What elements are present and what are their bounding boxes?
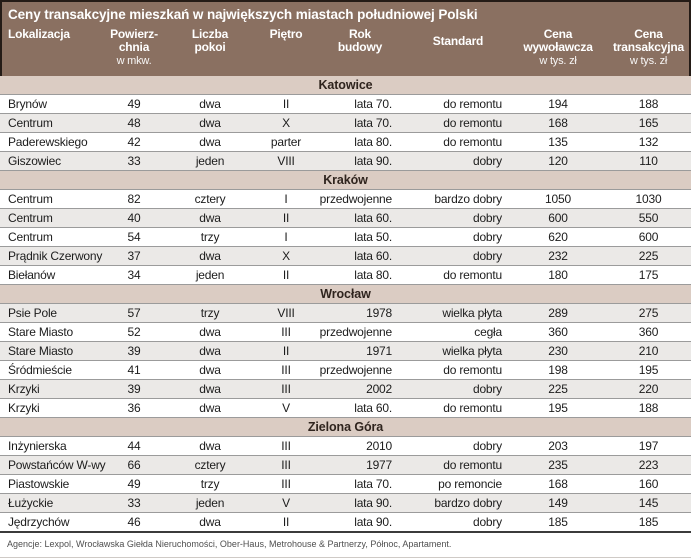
table-row [0, 247, 691, 266]
cell-standard: cegła [474, 325, 502, 339]
cell-liczba-pokoi: dwa [199, 363, 221, 377]
column-header-lokalizacja [0, 28, 106, 76]
table-row [0, 209, 691, 228]
table-row [0, 304, 691, 323]
cell-cena-wywolawcza: 600 [548, 211, 568, 225]
cell-powierzchnia: 52 [127, 325, 141, 339]
table-row [0, 399, 691, 418]
cell-rok-budowy: lata 70. [354, 97, 392, 111]
cell-liczba-pokoi: trzy [200, 306, 220, 320]
cell-cena-wywolawcza: 620 [548, 230, 568, 244]
cell-cena-wywolawcza: 203 [548, 439, 568, 453]
table-row [0, 342, 691, 361]
cell-standard: dobry [472, 211, 502, 225]
cell-rok-budowy: 1978 [366, 306, 392, 320]
cell-pietro: X [282, 116, 290, 130]
cell-cena-wywolawcza: 168 [548, 477, 568, 491]
table-title: Ceny transakcyjne mieszkań w największych miastach południowej Polski [8, 7, 478, 22]
table-row [0, 228, 691, 247]
cell-lokalizacja: Prądnik Czerwony [8, 249, 103, 263]
cell-standard: po remoncie [438, 477, 502, 491]
section-header: Katowice [0, 76, 691, 95]
cell-cena-transakcyjna: 210 [638, 344, 659, 358]
cell-rok-budowy: lata 60. [354, 211, 392, 225]
cell-cena-wywolawcza: 194 [548, 97, 568, 111]
cell-cena-transakcyjna: 188 [638, 401, 659, 415]
cell-cena-wywolawcza: 180 [548, 268, 568, 282]
cell-cena-wywolawcza: 230 [548, 344, 568, 358]
cell-liczba-pokoi: cztery [194, 192, 226, 206]
cell-rok-budowy: lata 90. [354, 515, 392, 529]
cell-pietro: II [282, 515, 290, 529]
cell-cena-transakcyjna: 220 [638, 382, 659, 396]
cell-liczba-pokoi: jeden [195, 496, 225, 510]
cell-cena-wywolawcza: 195 [548, 401, 568, 415]
cell-standard: bardzo dobry [434, 496, 502, 510]
column-header-label: wywoławcza [523, 40, 593, 54]
cell-liczba-pokoi: jeden [195, 154, 225, 168]
cell-powierzchnia: 46 [127, 515, 141, 529]
cell-rok-budowy: lata 80. [354, 135, 392, 149]
cell-lokalizacja: Brynów [8, 97, 47, 111]
table-row [0, 361, 691, 380]
column-header-rok-budowy [314, 28, 406, 76]
cell-cena-transakcyjna: 225 [638, 249, 659, 263]
cell-rok-budowy: lata 70. [354, 116, 392, 130]
cell-cena-wywolawcza: 120 [548, 154, 568, 168]
column-header-liczba-pokoi [162, 28, 258, 76]
column-header-label: pokoi [194, 40, 226, 54]
cell-cena-transakcyjna: 145 [638, 496, 659, 510]
cell-cena-wywolawcza: 1050 [545, 192, 571, 206]
table-row [0, 494, 691, 513]
cell-powierzchnia: 37 [127, 249, 141, 263]
table-head-block [0, 0, 691, 76]
cell-pietro: II [282, 97, 290, 111]
cell-standard: do remontu [443, 97, 502, 111]
cell-pietro: III [281, 477, 291, 491]
cell-cena-transakcyjna: 1030 [635, 192, 662, 206]
cell-cena-transakcyjna: 223 [638, 458, 659, 472]
cell-liczba-pokoi: trzy [200, 477, 220, 491]
cell-cena-wywolawcza: 198 [548, 363, 568, 377]
table-row [0, 475, 691, 494]
cell-pietro: III [281, 325, 291, 339]
cell-rok-budowy: 2002 [366, 382, 392, 396]
cell-cena-transakcyjna: 185 [638, 515, 659, 529]
column-header-unit: w mkw. [116, 55, 152, 67]
cell-powierzchnia: 34 [127, 268, 141, 282]
source-note: Agencje: Lexpol, Wrocławska Giełda Nieruchomości, Ober-Haus, Metrohouse & Partnerzy, Północ, Apartament. [7, 539, 452, 549]
cell-standard: dobry [472, 515, 502, 529]
column-header-cena-transakcyjna [606, 28, 691, 76]
cell-standard: wielka płyta [442, 306, 502, 320]
cell-pietro: X [282, 249, 290, 263]
cell-cena-wywolawcza: 232 [548, 249, 568, 263]
column-header-label: chnia [118, 40, 150, 54]
cell-lokalizacja: Centrum [8, 230, 53, 244]
cell-powierzchnia: 49 [127, 97, 141, 111]
cell-powierzchnia: 66 [127, 458, 141, 472]
cell-rok-budowy: 1977 [366, 458, 392, 472]
cell-cena-transakcyjna: 197 [638, 439, 659, 453]
cell-liczba-pokoi: dwa [199, 325, 221, 339]
cell-liczba-pokoi: dwa [199, 249, 221, 263]
cell-liczba-pokoi: dwa [199, 97, 221, 111]
cell-lokalizacja: Śródmieście [8, 363, 72, 377]
table-row [0, 323, 691, 342]
column-header-label: Cena [634, 27, 663, 41]
section-header: Wrocław [0, 285, 691, 304]
table-row [0, 437, 691, 456]
cell-pietro: III [281, 382, 291, 396]
column-header-label: Cena [543, 27, 573, 41]
cell-cena-transakcyjna: 160 [638, 477, 659, 491]
column-header-row [0, 25, 691, 76]
column-header-label: Liczba [191, 27, 229, 41]
cell-standard: bardzo dobry [434, 192, 502, 206]
section-header: Zielona Góra [0, 418, 691, 437]
column-header-standard [406, 28, 510, 76]
cell-pietro: II [282, 344, 290, 358]
cell-standard: do remontu [443, 116, 502, 130]
cell-standard: do remontu [443, 135, 502, 149]
cell-standard: dobry [472, 154, 502, 168]
cell-rok-budowy: przedwojenne [319, 325, 392, 339]
table-row [0, 114, 691, 133]
column-header-label: budowy [337, 40, 383, 54]
cell-cena-transakcyjna: 175 [638, 268, 659, 282]
cell-standard: wielka płyta [442, 344, 502, 358]
column-header-cena-wywolawcza [510, 28, 606, 76]
cell-standard: do remontu [443, 363, 502, 377]
cell-standard: dobry [472, 249, 502, 263]
cell-rok-budowy: lata 50. [354, 230, 392, 244]
table-row [0, 513, 691, 531]
cell-liczba-pokoi: dwa [199, 401, 221, 415]
cell-cena-transakcyjna: 275 [638, 306, 659, 320]
cell-pietro: VIII [277, 306, 295, 320]
cell-pietro: III [281, 363, 291, 377]
cell-cena-wywolawcza: 225 [548, 382, 568, 396]
cell-rok-budowy: lata 60. [354, 249, 392, 263]
cell-lokalizacja: Powstańców W-wy [8, 458, 106, 472]
cell-cena-transakcyjna: 600 [638, 230, 659, 244]
cell-standard: dobry [472, 382, 502, 396]
cell-powierzchnia: 42 [127, 135, 141, 149]
cell-liczba-pokoi: cztery [194, 458, 226, 472]
cell-powierzchnia: 33 [127, 496, 141, 510]
cell-lokalizacja: Inżynierska [8, 439, 67, 453]
column-header-label: Rok [348, 27, 372, 41]
cell-rok-budowy: 1971 [366, 344, 392, 358]
cell-liczba-pokoi: jeden [195, 268, 225, 282]
cell-liczba-pokoi: dwa [199, 344, 221, 358]
cell-lokalizacja: Krzyki [8, 382, 40, 396]
cell-pietro: II [282, 268, 290, 282]
cell-cena-transakcyjna: 188 [638, 97, 659, 111]
column-header-label: Lokalizacja [8, 27, 70, 41]
cell-lokalizacja: Piastowskie [8, 477, 70, 491]
cell-lokalizacja: Krzyki [8, 401, 40, 415]
cell-lokalizacja: Biełanów [8, 268, 56, 282]
cell-liczba-pokoi: dwa [199, 211, 221, 225]
cell-standard: do remontu [443, 401, 502, 415]
cell-powierzchnia: 44 [127, 439, 141, 453]
cell-rok-budowy: lata 80. [354, 268, 392, 282]
cell-cena-transakcyjna: 165 [638, 116, 659, 130]
cell-liczba-pokoi: trzy [200, 230, 220, 244]
cell-powierzchnia: 41 [127, 363, 141, 377]
cell-lokalizacja: Centrum [8, 192, 53, 206]
cell-rok-budowy: 2010 [366, 439, 392, 453]
cell-pietro: VIII [277, 154, 295, 168]
column-header-unit: w tys. zł [539, 55, 577, 67]
cell-powierzchnia: 48 [127, 116, 141, 130]
cell-pietro: III [281, 458, 291, 472]
cell-cena-transakcyjna: 360 [638, 325, 659, 339]
cell-rok-budowy: lata 60. [354, 401, 392, 415]
cell-cena-transakcyjna: 195 [638, 363, 659, 377]
column-header-label: transakcyjna [613, 40, 684, 54]
cell-lokalizacja: Psie Pole [8, 306, 57, 320]
cell-powierzchnia: 57 [127, 306, 141, 320]
cell-standard: do remontu [443, 268, 502, 282]
cell-cena-transakcyjna: 132 [638, 135, 659, 149]
cell-lokalizacja: Centrum [8, 116, 53, 130]
table-body [0, 76, 691, 533]
cell-powierzchnia: 33 [127, 154, 141, 168]
cell-cena-wywolawcza: 360 [548, 325, 568, 339]
cell-powierzchnia: 54 [127, 230, 141, 244]
cell-cena-wywolawcza: 168 [548, 116, 568, 130]
cell-lokalizacja: Stare Miasto [8, 325, 73, 339]
table-row [0, 95, 691, 114]
cell-pietro: V [282, 496, 290, 510]
cell-liczba-pokoi: dwa [199, 515, 221, 529]
cell-rok-budowy: lata 90. [354, 496, 392, 510]
column-header-label: Piętro [269, 27, 303, 41]
cell-liczba-pokoi: dwa [199, 382, 221, 396]
cell-powierzchnia: 36 [127, 401, 141, 415]
cell-rok-budowy: przedwojenne [319, 192, 392, 206]
table-row [0, 133, 691, 152]
column-header-unit: w tys. zł [629, 55, 668, 67]
cell-powierzchnia: 39 [127, 344, 141, 358]
cell-lokalizacja: Centrum [8, 211, 53, 225]
cell-liczba-pokoi: dwa [199, 439, 221, 453]
cell-pietro: I [284, 230, 288, 244]
cell-pietro: V [282, 401, 290, 415]
section-header: Kraków [0, 171, 691, 190]
column-header-powierzchnia [106, 28, 162, 76]
cell-lokalizacja: Giszowiec [8, 154, 61, 168]
cell-lokalizacja: Paderewskiego [8, 135, 88, 149]
cell-standard: dobry [472, 230, 502, 244]
cell-rok-budowy: lata 70. [354, 477, 392, 491]
cell-liczba-pokoi: dwa [199, 116, 221, 130]
table-row [0, 152, 691, 171]
cell-cena-wywolawcza: 289 [548, 306, 568, 320]
cell-cena-wywolawcza: 185 [548, 515, 568, 529]
cell-rok-budowy: lata 90. [354, 154, 392, 168]
table-row [0, 190, 691, 209]
column-header-label: Powierz- [110, 27, 158, 41]
cell-pietro: I [284, 192, 288, 206]
table-row [0, 266, 691, 285]
cell-cena-transakcyjna: 110 [639, 154, 658, 168]
column-header-pietro [258, 28, 314, 76]
cell-lokalizacja: Jędrzychów [8, 515, 70, 529]
cell-pietro: parter [270, 135, 302, 149]
cell-rok-budowy: przedwojenne [319, 363, 392, 377]
cell-standard: dobry [472, 439, 502, 453]
cell-liczba-pokoi: dwa [199, 135, 221, 149]
cell-lokalizacja: Stare Miasto [8, 344, 73, 358]
cell-pietro: III [281, 439, 291, 453]
cell-powierzchnia: 49 [127, 477, 141, 491]
cell-powierzchnia: 39 [127, 382, 141, 396]
cell-powierzchnia: 82 [127, 192, 141, 206]
column-header-label: Standard [432, 34, 484, 48]
cell-lokalizacja: Łużyckie [8, 496, 54, 510]
cell-cena-wywolawcza: 135 [548, 135, 568, 149]
table-row [0, 456, 691, 475]
cell-pietro: II [282, 211, 290, 225]
cell-standard: do remontu [443, 458, 502, 472]
cell-cena-wywolawcza: 235 [548, 458, 568, 472]
cell-cena-transakcyjna: 550 [638, 211, 659, 225]
cell-powierzchnia: 40 [127, 211, 141, 225]
table-row [0, 380, 691, 399]
cell-cena-wywolawcza: 149 [548, 496, 568, 510]
